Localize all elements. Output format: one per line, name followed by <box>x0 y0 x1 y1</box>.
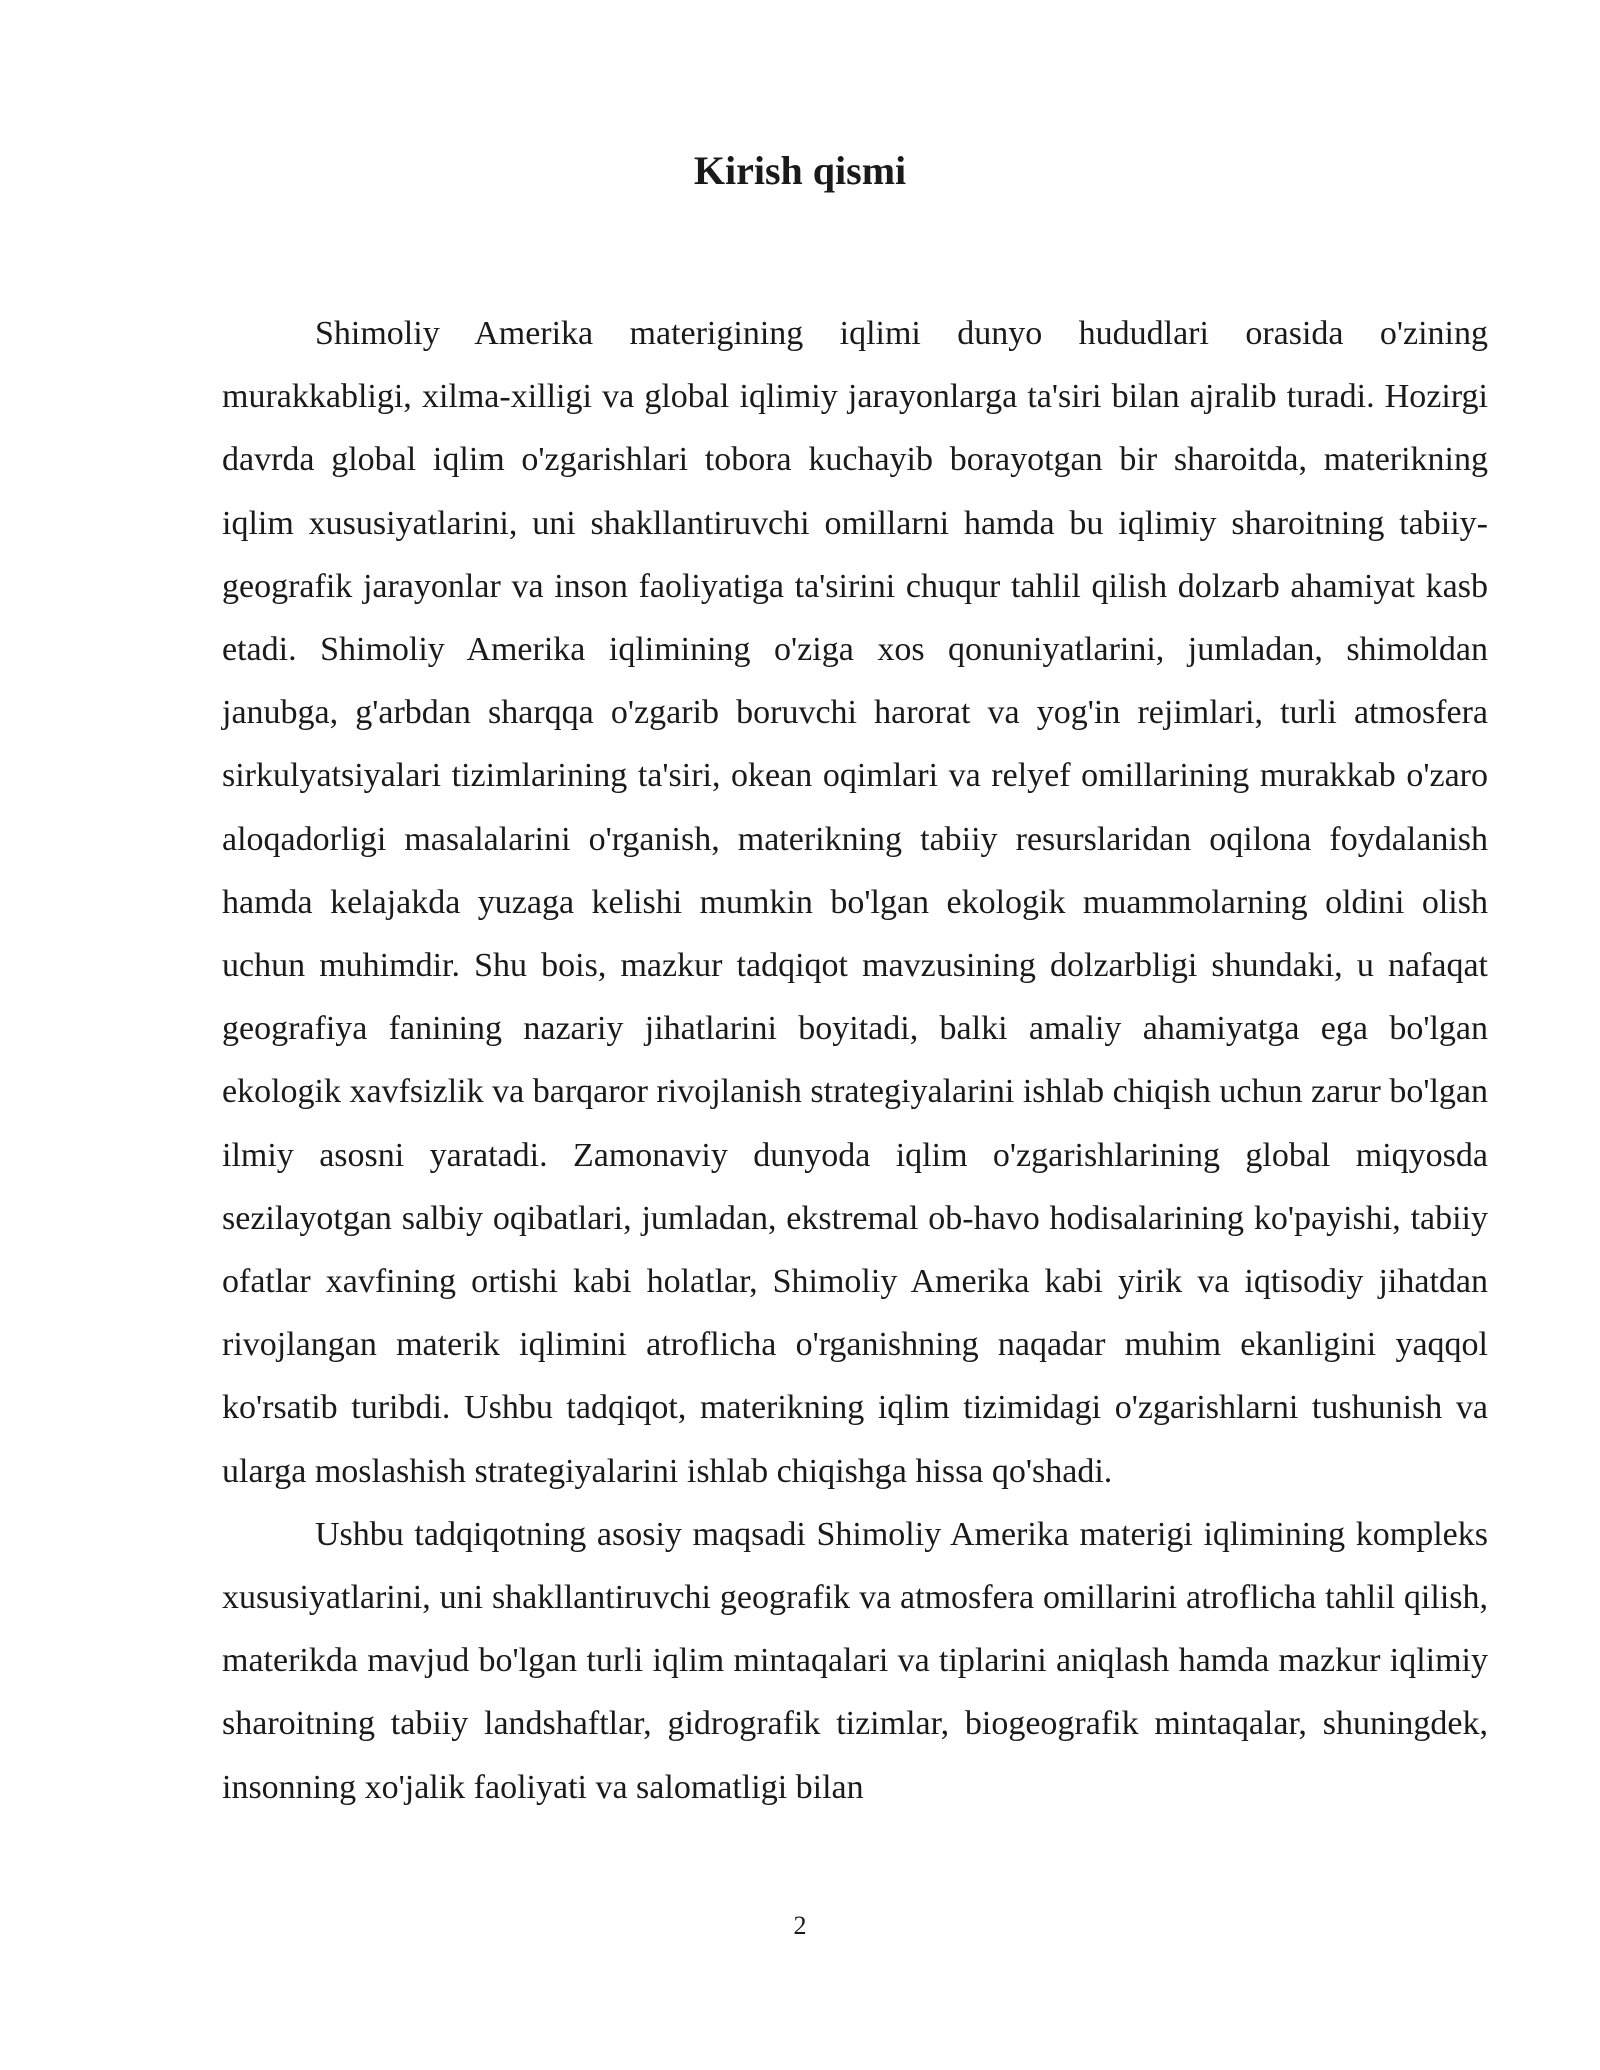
paragraph-2: Ushbu tadqiqotning asosiy maqsadi Shimoliy Amerika materigi iqlimining kompleks xususiyatlarini, uni shakllantiruvchi geografik va atmosfera omillarini atroflicha tahlil qilish, materikda mavjud bo'lgan turli iqlim mintaqalari va tiplarini aniqlash hamda mazkur iqlimiy sharoitning tabiiy landshaftlar, gidrografik tizimlar, biogeografik mintaqalar, shuningdek, insonning xo'jalik faoliyati va salomatligi bilan <box>222 1515 1488 1806</box>
paragraph-1: Shimoliy Amerika materigining iqlimi dunyo hududlari orasida o'zining murakkabligi, xilma-xilligi va global iqlimiy jarayonlarga ta'siri bilan ajralib turadi. Hozirgi davrda global iqlim o'zgarishlari tobora kuchayib borayotgan bir sharoitda, materikning iqlim xususiyatlarini, uni shakllantiruvchi omillarni hamda bu iqlimiy sharoitning tabiiy-geografik jarayonlar va inson faoliyatiga ta'sirini chuqur tahlil qilish dolzarb ahamiyat kasb etadi. Shimoliy Amerika iqlimining o'ziga xos qonuniyatlarini, jumladan, shimoldan janubga, g'arbdan sharqqa o'zgarib boruvchi harorat va yog'in rejimlari, turli atmosfera sirkulyatsiyalari tizimlarining ta'siri, okean oqimlari va relyef omillarining murakkab o'zaro aloqadorligi masalalarini o'rganish, materikning tabiiy resurslaridan oqilona foydalanish hamda kelajakda yuzaga kelishi mumkin bo'lgan ekologik muammolarning oldini olish uchun muhimdir. Shu bois, mazkur tadqiqot mavzusining dolzarbligi shundaki, u nafaqat geografiya fanining nazariy jihatlarini boyitadi, balki amaliy ahamiyatga ega bo'lgan ekologik xavfsizlik va barqaror rivojlanish strategiyalarini ishlab chiqish uchun zarur bo'lgan ilmiy asosni yaratadi. Zamonaviy dunyoda iqlim o'zgarishlarining global miqyosda sezilayotgan salbiy oqibatlari, jumladan, ekstremal ob-havo hodisalarining ko'payishi, tabiiy ofatlar xavfining ortishi kabi holatlar, Shimoliy Amerika kabi yirik va iqtisodiy jihatdan rivojlangan materik iqlimini atroflicha o'rganishning naqadar muhim ekanligini yaqqol ko'rsatib turibdi. Ushbu tadqiqot, materikning iqlim tizimidagi o'zgarishlarni tushunish va ularga moslashish strategiyalarini ishlab chiqishga hissa qo'shadi. <box>222 315 1488 1490</box>
body-text <box>222 302 1488 1819</box>
page-number: 2 <box>793 1911 807 1940</box>
page-title: Kirish qismi <box>693 148 907 193</box>
